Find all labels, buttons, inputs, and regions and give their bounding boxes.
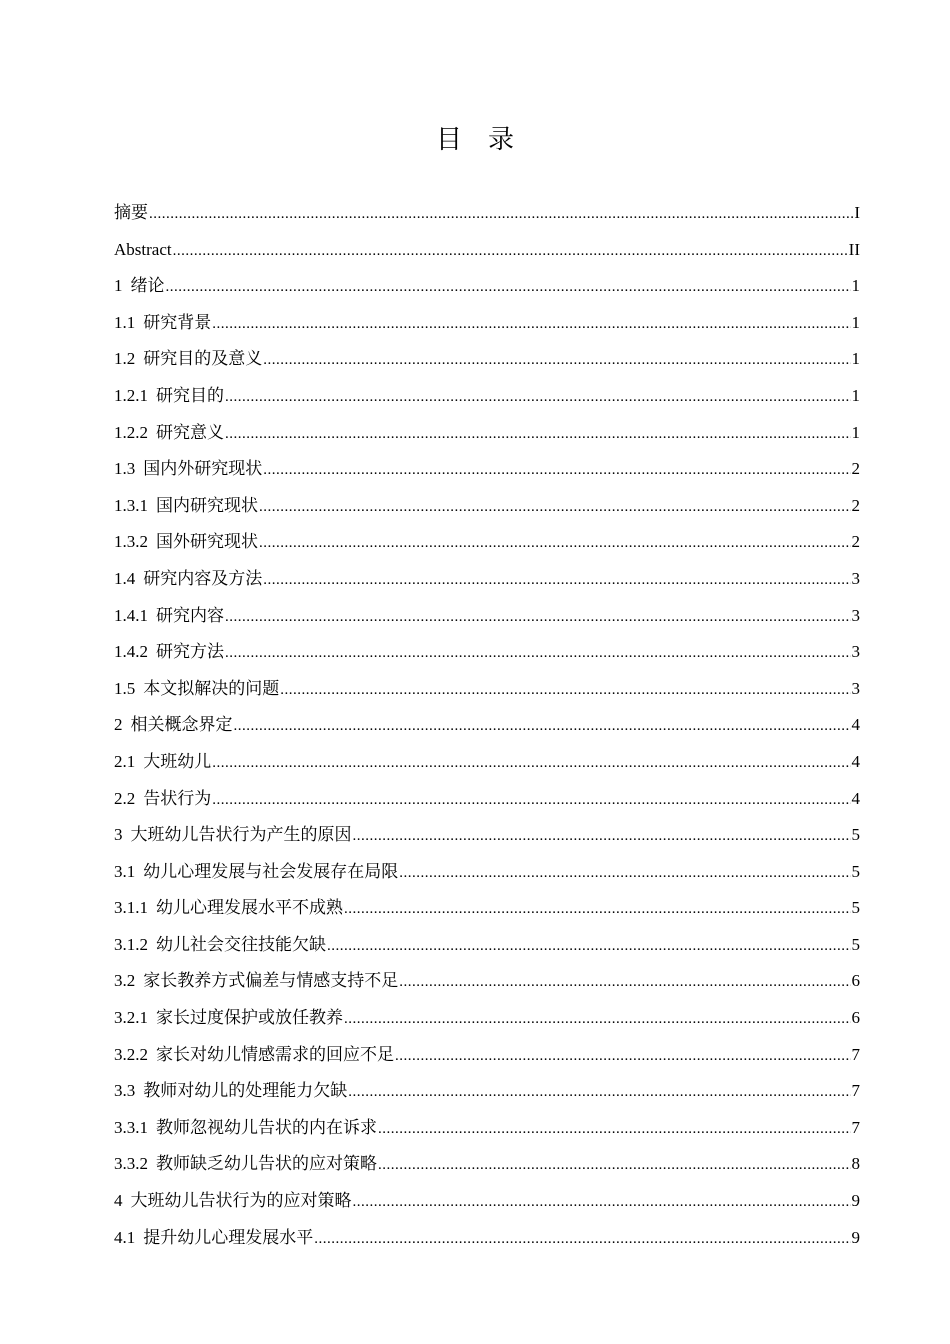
toc-entry-label bbox=[114, 456, 262, 482]
toc-entry-text: 幼儿社会交往技能欠缺 bbox=[156, 934, 326, 954]
toc-entry-label bbox=[114, 493, 258, 519]
toc-entry-text: 研究意义 bbox=[156, 422, 224, 442]
toc-entry-text: 本文拟解决的问题 bbox=[143, 678, 280, 698]
toc-entry-label bbox=[114, 786, 211, 812]
toc-entry-label bbox=[114, 237, 172, 263]
toc-entry-number: 1.4.1 bbox=[114, 605, 148, 625]
toc-dot-leader bbox=[263, 567, 850, 593]
toc-entry-text: 国内研究现状 bbox=[156, 495, 258, 515]
toc-entry-label bbox=[114, 932, 326, 958]
toc-entry-label bbox=[114, 420, 224, 446]
toc-entry-label bbox=[114, 310, 211, 336]
toc-page-number: 4 bbox=[851, 788, 860, 808]
toc-entry-text: 研究背景 bbox=[143, 312, 212, 332]
toc-entry-label bbox=[114, 968, 398, 994]
toc-dot-leader bbox=[149, 201, 853, 227]
toc-entry-label bbox=[114, 1151, 377, 1177]
toc-entry-text: 绪论 bbox=[130, 276, 165, 296]
toc-entry-number: 1.1 bbox=[114, 312, 136, 332]
toc-entry[interactable] bbox=[114, 639, 860, 676]
toc-entry-text: 教师缺乏幼儿告状的应对策略 bbox=[156, 1154, 377, 1174]
table-of-contents bbox=[114, 200, 860, 1261]
toc-entry-label bbox=[114, 529, 258, 555]
toc-dot-leader bbox=[353, 823, 851, 849]
toc-entry-text: 家长对幼儿情感需求的回应不足 bbox=[156, 1044, 394, 1064]
toc-page-number: 5 bbox=[851, 898, 860, 918]
toc-entry[interactable] bbox=[114, 1078, 860, 1115]
toc-page-number: 6 bbox=[851, 971, 860, 991]
toc-entry-text: 教师对幼儿的处理能力欠缺 bbox=[143, 1081, 348, 1101]
toc-entry-label bbox=[114, 895, 343, 921]
toc-entry-number: 3.3 bbox=[114, 1081, 136, 1101]
toc-entry[interactable] bbox=[114, 712, 860, 749]
toc-entry[interactable] bbox=[114, 200, 860, 237]
toc-entry[interactable] bbox=[114, 1225, 860, 1262]
toc-page-number: 1 bbox=[851, 422, 860, 442]
toc-entry-text: 大班幼儿 bbox=[143, 751, 212, 771]
toc-entry[interactable] bbox=[114, 456, 860, 493]
toc-entry-number: 3 bbox=[114, 825, 123, 845]
toc-entry-number: 3.1 bbox=[114, 861, 136, 881]
toc-entry-number: 3.1.1 bbox=[114, 898, 148, 918]
toc-entry-text: 研究方法 bbox=[156, 642, 224, 662]
toc-entry-label bbox=[114, 1042, 394, 1068]
toc-entry-text: 相关概念界定 bbox=[130, 715, 233, 735]
toc-entry-label bbox=[114, 566, 262, 592]
toc-page-number: 2 bbox=[851, 495, 860, 515]
toc-dot-leader bbox=[259, 494, 851, 520]
toc-entry-number: 1.3 bbox=[114, 459, 136, 479]
toc-entry-number: 1.2.1 bbox=[114, 385, 148, 405]
toc-entry[interactable] bbox=[114, 932, 860, 969]
toc-entry[interactable] bbox=[114, 1042, 860, 1079]
toc-entry[interactable] bbox=[114, 566, 860, 603]
toc-page-number: 3 bbox=[851, 678, 860, 698]
toc-entry-text: 幼儿心理发展水平不成熟 bbox=[156, 898, 343, 918]
page-title-part1: 目 bbox=[435, 125, 462, 155]
toc-page-number: 6 bbox=[851, 1008, 860, 1028]
toc-entry-text: 国外研究现状 bbox=[156, 532, 258, 552]
toc-dot-leader bbox=[263, 457, 850, 483]
toc-dot-leader bbox=[225, 384, 851, 410]
toc-entry[interactable] bbox=[114, 749, 860, 786]
toc-entry-number: 4.1 bbox=[114, 1227, 136, 1247]
toc-entry[interactable] bbox=[114, 237, 860, 274]
toc-entry-text: 教师忽视幼儿告状的内在诉求 bbox=[156, 1117, 377, 1137]
toc-entry[interactable] bbox=[114, 786, 860, 823]
toc-entry-label bbox=[114, 1005, 343, 1031]
toc-page-number: 7 bbox=[851, 1117, 860, 1137]
toc-entry-label bbox=[114, 859, 398, 885]
toc-entry-number: 1.3.1 bbox=[114, 495, 148, 515]
toc-entry-label bbox=[114, 383, 224, 409]
toc-dot-leader bbox=[280, 677, 850, 703]
toc-entry-text: 家长教养方式偏差与情感支持不足 bbox=[143, 971, 399, 991]
toc-entry-text: 家长过度保护或放任教养 bbox=[156, 1008, 343, 1028]
toc-entry[interactable] bbox=[114, 420, 860, 457]
toc-entry-text: 研究目的及意义 bbox=[143, 349, 263, 369]
toc-page-number: 1 bbox=[851, 312, 860, 332]
toc-entry-label bbox=[114, 676, 279, 702]
toc-page-number: 8 bbox=[851, 1154, 860, 1174]
toc-entry-number: 3.2.2 bbox=[114, 1044, 148, 1064]
toc-dot-leader bbox=[166, 274, 851, 300]
toc-entry[interactable] bbox=[114, 859, 860, 896]
toc-page-number: 1 bbox=[851, 385, 860, 405]
toc-entry-number: 3.1.2 bbox=[114, 934, 148, 954]
toc-entry-text: 摘要 bbox=[114, 203, 148, 222]
toc-entry-text: Abstract bbox=[114, 239, 172, 259]
toc-entry[interactable] bbox=[114, 676, 860, 713]
toc-dot-leader bbox=[225, 604, 851, 630]
toc-entry-number: 1.5 bbox=[114, 678, 136, 698]
toc-entry-label bbox=[114, 822, 352, 848]
toc-entry-label bbox=[114, 1115, 377, 1141]
toc-entry-text: 告状行为 bbox=[143, 788, 212, 808]
page-title bbox=[0, 122, 950, 158]
toc-page-number: 1 bbox=[851, 276, 860, 296]
toc-entry-number: 1 bbox=[114, 276, 123, 296]
toc-entry-label bbox=[114, 200, 148, 226]
toc-page-number: 1 bbox=[851, 349, 860, 369]
toc-dot-leader bbox=[399, 860, 850, 886]
toc-entry[interactable] bbox=[114, 1188, 860, 1225]
toc-entry[interactable] bbox=[114, 493, 860, 530]
toc-dot-leader bbox=[378, 1152, 851, 1178]
toc-entry[interactable] bbox=[114, 603, 860, 640]
toc-entry-label bbox=[114, 346, 262, 372]
toc-dot-leader bbox=[263, 347, 850, 373]
toc-dot-leader bbox=[212, 750, 850, 776]
toc-dot-leader bbox=[327, 933, 851, 959]
toc-entry[interactable] bbox=[114, 895, 860, 932]
toc-page-number: 5 bbox=[851, 825, 860, 845]
toc-entry-number: 4 bbox=[114, 1191, 123, 1211]
toc-dot-leader bbox=[212, 311, 850, 337]
toc-entry-label bbox=[114, 712, 233, 738]
toc-dot-leader bbox=[395, 1043, 851, 1069]
toc-dot-leader bbox=[353, 1189, 851, 1215]
toc-page-number: 5 bbox=[851, 934, 860, 954]
toc-page-number: 9 bbox=[851, 1227, 860, 1247]
toc-page-number: 4 bbox=[851, 715, 860, 735]
toc-dot-leader bbox=[173, 238, 848, 264]
toc-page-number: I bbox=[854, 203, 860, 222]
toc-page-number: 9 bbox=[851, 1191, 860, 1211]
toc-dot-leader bbox=[348, 1079, 850, 1105]
toc-entry-text: 幼儿心理发展与社会发展存在局限 bbox=[143, 861, 399, 881]
toc-entry-text: 大班幼儿告状行为产生的原因 bbox=[130, 825, 352, 845]
toc-entry-label bbox=[114, 1078, 347, 1104]
toc-dot-leader bbox=[344, 896, 851, 922]
toc-entry[interactable] bbox=[114, 383, 860, 420]
toc-entry-label bbox=[114, 273, 165, 299]
toc-entry[interactable] bbox=[114, 346, 860, 383]
toc-entry-number: 1.4.2 bbox=[114, 642, 148, 662]
toc-entry-label bbox=[114, 1188, 352, 1214]
toc-entry-text: 研究目的 bbox=[156, 385, 224, 405]
toc-entry-text: 研究内容及方法 bbox=[143, 568, 263, 588]
toc-entry-text: 提升幼儿心理发展水平 bbox=[143, 1227, 314, 1247]
toc-entry-number: 3.2 bbox=[114, 971, 136, 991]
toc-entry-number: 1.2.2 bbox=[114, 422, 148, 442]
toc-entry-text: 大班幼儿告状行为的应对策略 bbox=[130, 1191, 352, 1211]
toc-dot-leader bbox=[378, 1116, 851, 1142]
toc-page-number: 7 bbox=[851, 1044, 860, 1064]
toc-entry[interactable] bbox=[114, 1005, 860, 1042]
toc-entry-number: 1.2 bbox=[114, 349, 136, 369]
toc-entry-label bbox=[114, 749, 211, 775]
toc-dot-leader bbox=[225, 421, 851, 447]
toc-entry-number: 2.2 bbox=[114, 788, 136, 808]
toc-entry-text: 国内外研究现状 bbox=[143, 459, 263, 479]
toc-page-number: 5 bbox=[851, 861, 860, 881]
toc-dot-leader bbox=[259, 530, 851, 556]
toc-page-number: II bbox=[848, 239, 860, 259]
toc-entry[interactable] bbox=[114, 1151, 860, 1188]
toc-page-number: 3 bbox=[851, 605, 860, 625]
toc-entry[interactable] bbox=[114, 529, 860, 566]
toc-dot-leader bbox=[225, 640, 851, 666]
toc-page-number: 7 bbox=[851, 1081, 860, 1101]
toc-entry-label bbox=[114, 639, 224, 665]
toc-entry[interactable] bbox=[114, 1115, 860, 1152]
toc-entry-number: 3.3.1 bbox=[114, 1117, 148, 1137]
toc-dot-leader bbox=[344, 1006, 851, 1032]
toc-page-number: 2 bbox=[851, 459, 860, 479]
toc-entry-number: 3.2.1 bbox=[114, 1008, 148, 1028]
toc-entry[interactable] bbox=[114, 310, 860, 347]
toc-entry-number: 2 bbox=[114, 715, 123, 735]
toc-entry[interactable] bbox=[114, 822, 860, 859]
toc-dot-leader bbox=[212, 787, 850, 813]
toc-page-number: 3 bbox=[851, 642, 860, 662]
toc-entry-number: 2.1 bbox=[114, 751, 136, 771]
toc-entry[interactable] bbox=[114, 273, 860, 310]
toc-entry-label bbox=[114, 1225, 313, 1251]
toc-page-number: 2 bbox=[851, 532, 860, 552]
toc-page-number: 3 bbox=[851, 568, 860, 588]
toc-entry[interactable] bbox=[114, 968, 860, 1005]
toc-entry-text: 研究内容 bbox=[156, 605, 224, 625]
toc-entry-number: 1.4 bbox=[114, 568, 136, 588]
toc-page-number: 4 bbox=[851, 751, 860, 771]
toc-entry-label bbox=[114, 603, 224, 629]
page-title-part2: 录 bbox=[488, 125, 515, 155]
toc-dot-leader bbox=[399, 969, 850, 995]
toc-entry-number: 1.3.2 bbox=[114, 532, 148, 552]
toc-dot-leader bbox=[234, 713, 851, 739]
toc-entry-number: 3.3.2 bbox=[114, 1154, 148, 1174]
toc-dot-leader bbox=[314, 1226, 850, 1252]
